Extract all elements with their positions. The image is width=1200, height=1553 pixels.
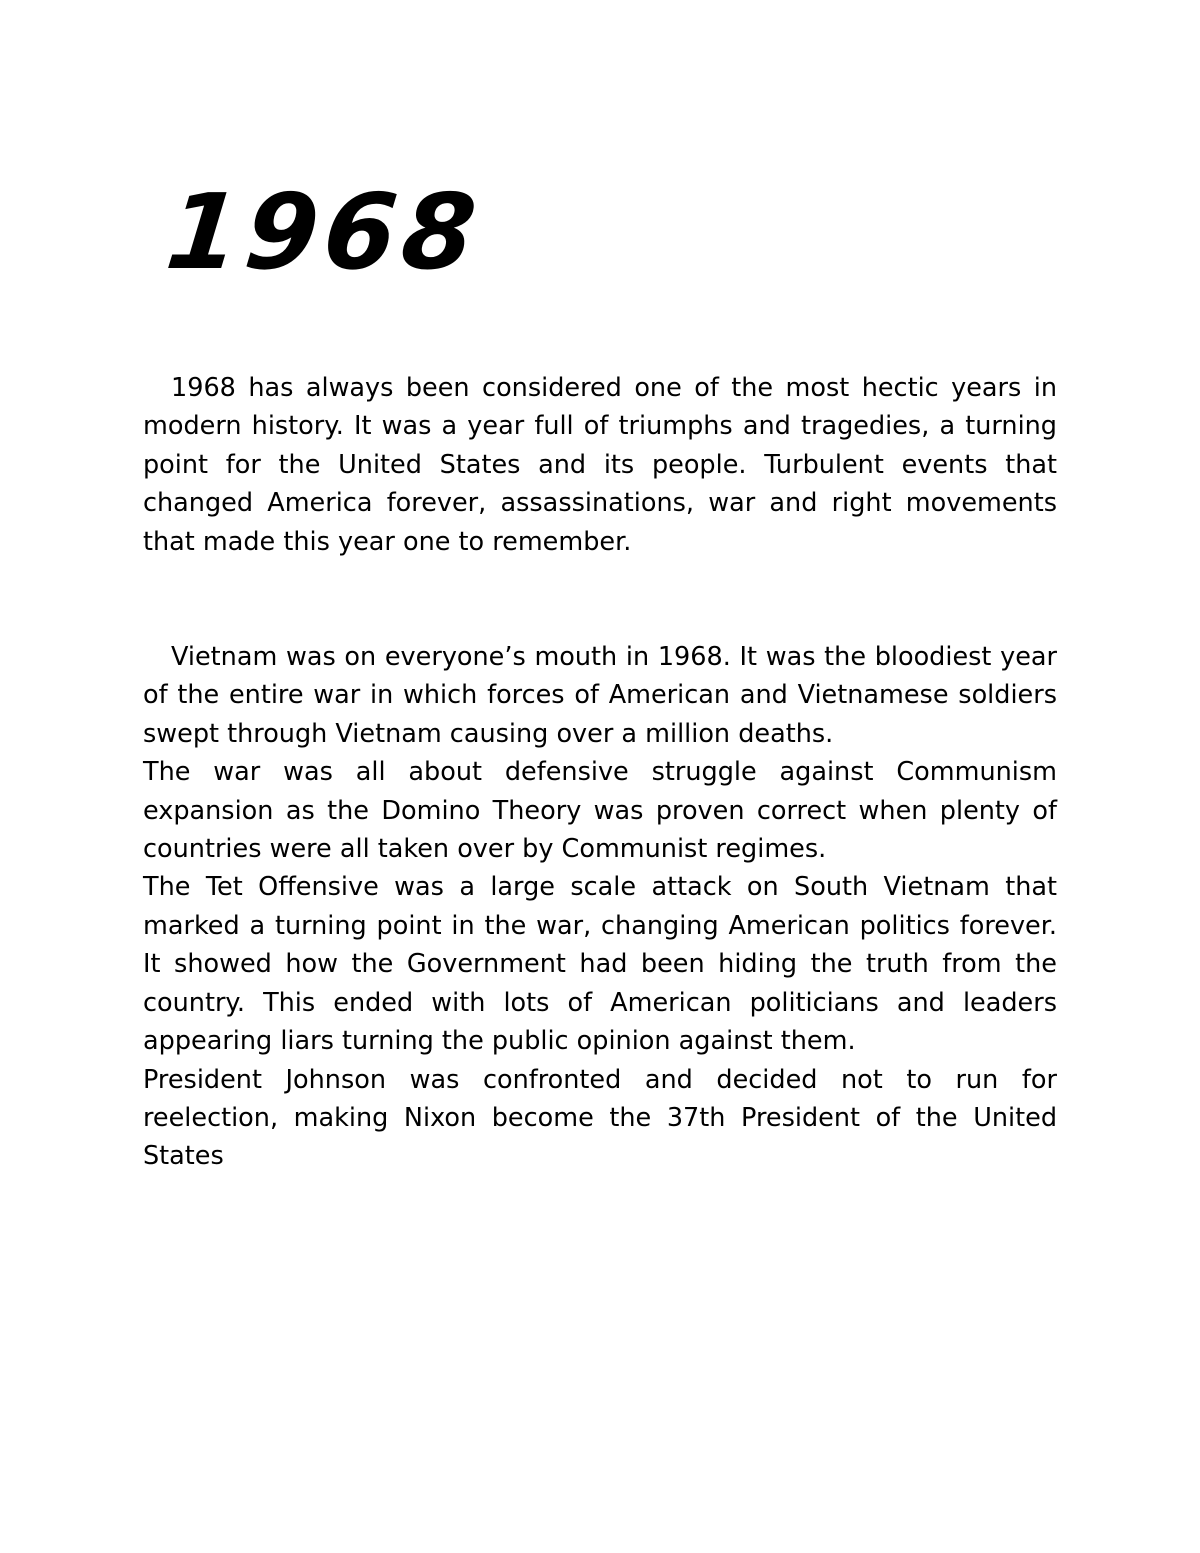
vietnam-paragraph: Vietnam was on everyone’s mouth in 1968. It was the bloodiest year of the entire war in which forces of American and Vietnamese soldiers swept through Vietnam causing over a million deaths. [143, 642, 1057, 749]
paragraph-spacer [143, 561, 1057, 638]
document-body [143, 369, 1057, 1176]
johnson-paragraph: President Johnson was confronted and decided not to run for reelection, making Nixon become the 37th President of the United States [143, 1064, 1057, 1172]
page-title: 1968 [161, 171, 488, 293]
tet-paragraph: The Tet Offensive was a large scale attack on South Vietnam that marked a turning point in the war, changing American politics forever. It showed how the Government had been hiding the truth from the country. This ended with lots of American politicians and leaders appearing liars turning the public opinion against them. [143, 872, 1057, 1057]
intro-paragraph: 1968 has always been considered one of the most hectic years in modern history. It was a year full of triumphs and tragedies, a turning point for the United States and its people. Turbulent events that changed America forever, assassinations, war and right movements that made this year one to remember. [143, 373, 1057, 557]
domino-paragraph: The war was all about defensive struggle against Communism expansion as the Domino Theory was proven correct when plenty of countries were all taken over by Communist regimes. [143, 757, 1057, 865]
